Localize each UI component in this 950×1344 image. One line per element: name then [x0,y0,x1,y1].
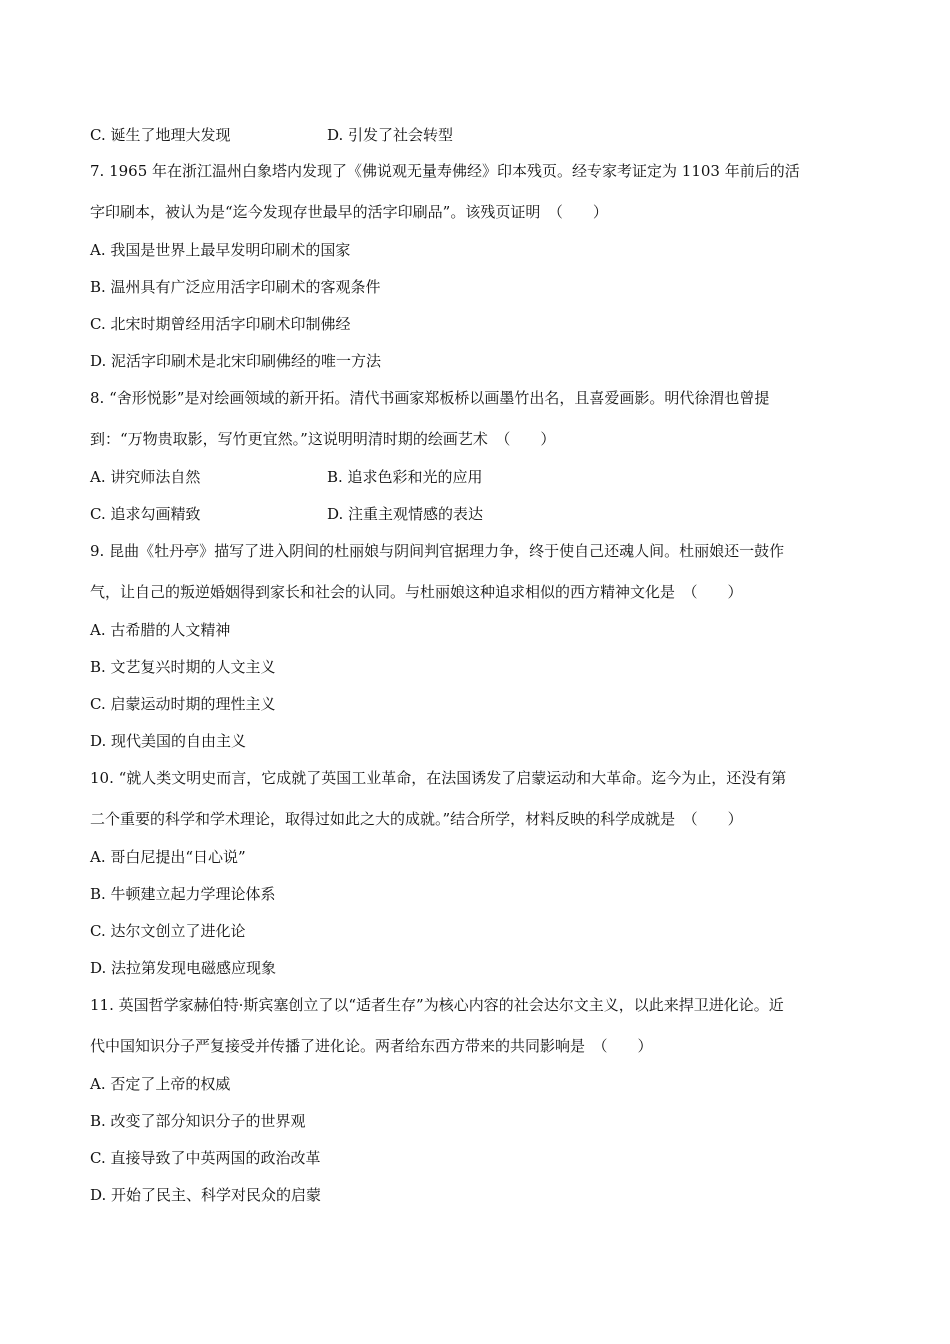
q10-stem-line1: 10. “就人类文明史而言，它成就了英国工业革命，在法国诱发了启蒙运动和大革命。迄今为止，还没有第 [90,769,787,787]
q11-option-c: C. 直接导致了中英两国的政治改革 [90,1149,321,1167]
q9-option-c: C. 启蒙运动时期的理性主义 [90,695,276,713]
q7-stem-line1: 7. 1965 年在浙江温州白象塔内发现了《佛说观无量寿佛经》印本残页。经专家考证定为 1103 年前后的活 [90,162,800,180]
q8-option-b: B. 追求色彩和光的应用 [327,468,483,486]
q7-option-d: D. 泥活字印刷术是北宋印刷佛经的唯一方法 [90,352,382,370]
q11-option-b: B. 改变了部分知识分子的世界观 [90,1112,306,1130]
q9-stem-line2: 气，让自己的叛逆婚姻得到家长和社会的认同。与杜丽娘这种追求相似的西方精神文化是 （ ） [90,583,743,601]
q7-option-c: C. 北宋时期曾经用活字印刷术印制佛经 [90,315,351,333]
q10-option-a: A. 哥白尼提出“日心说” [90,848,246,866]
q11-stem-line1: 11. 英国哲学家赫伯特·斯宾塞创立了以“适者生存”为核心内容的社会达尔文主义，以此来捍卫进化论。近 [90,996,784,1014]
q9-stem-line1: 9. 昆曲《牡丹亭》描写了进入阴间的杜丽娘与阴间判官据理力争，终于使自己还魂人间。杜丽娘还一鼓作 [90,542,785,560]
q10-option-d: D. 法拉第发现电磁感应现象 [90,959,277,977]
q9-option-b: B. 文艺复兴时期的人文主义 [90,658,276,676]
q9-option-a: A. 古希腊的人文精神 [90,621,231,639]
q8-option-row-2 [90,504,484,524]
q6-option-row [90,125,454,145]
q7-stem-line2: 字印刷本，被认为是“迄今发现存世最早的活字印刷品”。该残页证明 （ ） [90,203,608,221]
q6-option-c: C. 诞生了地理大发现 [90,126,231,144]
q10-option-c: C. 达尔文创立了进化论 [90,922,246,940]
q10-option-b: B. 牛顿建立起力学理论体系 [90,885,276,903]
q11-option-a: A. 否定了上帝的权威 [90,1075,231,1093]
q8-option-c: C. 追求勾画精致 [90,505,201,523]
q6-option-d: D. 引发了社会转型 [327,126,454,144]
q8-option-d: D. 注重主观情感的表达 [327,505,484,523]
q11-stem-line2: 代中国知识分子严复接受并传播了进化论。两者给东西方带来的共同影响是 （ ） [90,1037,653,1055]
q11-option-d: D. 开始了民主、科学对民众的启蒙 [90,1186,322,1204]
q8-stem-line2: 到：“万物贵取影，写竹更宜然。”这说明明清时期的绘画艺术 （ ） [90,430,556,448]
q7-option-a: A. 我国是世界上最早发明印刷术的国家 [90,241,351,259]
q8-option-row-1 [90,467,483,487]
q7-option-b: B. 温州具有广泛应用活字印刷术的客观条件 [90,278,381,296]
q8-option-a: A. 讲究师法自然 [90,468,201,486]
q10-stem-line2: 二个重要的科学和学术理论，取得过如此之大的成就。”结合所学，材料反映的科学成就是 （ ） [90,810,743,828]
q8-stem-line1: 8. “舍形悦影”是对绘画领域的新开拓。清代书画家郑板桥以画墨竹出名，且喜爱画影。明代徐渭也曾提 [90,389,770,407]
q9-option-d: D. 现代美国的自由主义 [90,732,247,750]
